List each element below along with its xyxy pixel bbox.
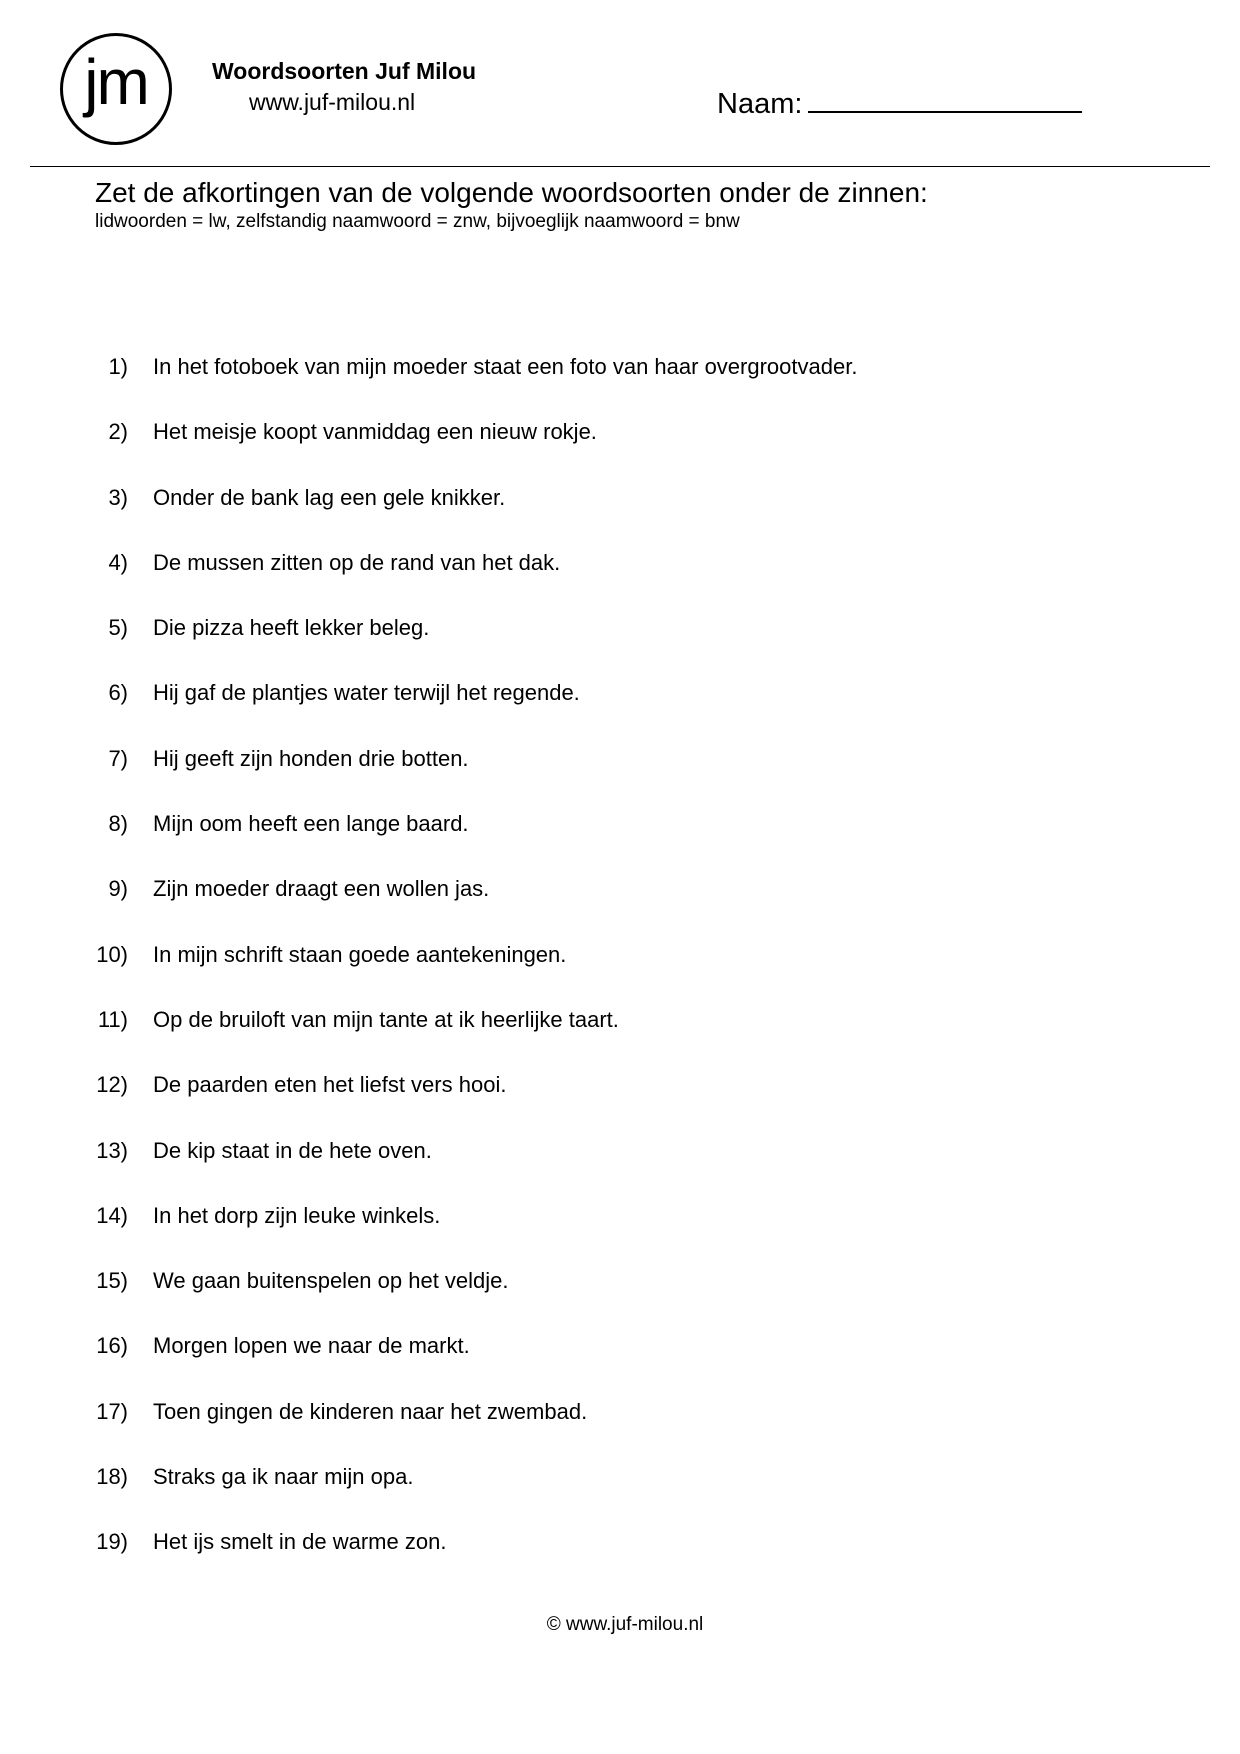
instruction-title: Zet de afkortingen van de volgende woordsoorten onder de zinnen: — [95, 177, 928, 208]
exercise-number: 13) — [96, 1137, 128, 1163]
exercise-sentence: De paarden eten het liefst vers hooi. — [153, 1072, 507, 1098]
footer-copyright: © www.juf-milou.nl — [546, 1614, 704, 1635]
exercise-item — [80, 419, 857, 484]
exercise-sentence: We gaan buitenspelen op het veldje. — [153, 1268, 509, 1294]
exercise-sentence: De kip staat in de hete oven. — [153, 1137, 432, 1163]
exercise-sentence: De mussen zitten op de rand van het dak. — [153, 549, 561, 575]
exercise-item — [80, 1203, 857, 1268]
name-field — [717, 85, 1082, 121]
instruction-legend: lidwoorden = lw, zelfstandig naamwoord = znw, bijvoeglijk naamwoord = bnw — [95, 211, 740, 232]
exercise-number: 14) — [96, 1202, 128, 1228]
exercise-number: 4) — [108, 549, 128, 575]
exercise-sentence: Zijn moeder draagt een wollen jas. — [153, 876, 490, 902]
exercise-number: 12) — [96, 1072, 128, 1098]
exercise-number: 1) — [108, 354, 128, 379]
exercise-number: 17) — [96, 1398, 128, 1424]
exercise-sentence: In het fotoboek van mijn moeder staat een foto van haar overgrootvader. — [153, 354, 858, 379]
exercise-sentence: Het meisje koopt vanmiddag een nieuw rokje. — [153, 419, 597, 445]
exercise-number: 11) — [97, 1006, 128, 1032]
exercise-sentence: Toen gingen de kinderen naar het zwembad. — [153, 1398, 588, 1424]
exercise-item — [80, 485, 857, 550]
exercise-number: 18) — [96, 1464, 128, 1490]
exercise-number: 5) — [108, 615, 128, 641]
exercise-sentence: Morgen lopen we naar de markt. — [153, 1333, 470, 1359]
exercise-list — [80, 354, 857, 1595]
exercise-item — [80, 1007, 857, 1072]
exercise-sentence: Op de bruiloft van mijn tante at ik heerlijke taart. — [153, 1006, 619, 1032]
site-title: Woordsoorten Juf Milou — [212, 58, 477, 84]
exercise-item — [80, 680, 857, 745]
name-write-line — [808, 85, 1082, 113]
exercise-item — [80, 1072, 857, 1137]
exercise-number: 19) — [96, 1529, 128, 1555]
exercise-number: 15) — [96, 1268, 128, 1294]
exercise-item — [80, 1333, 857, 1398]
exercise-number: 16) — [96, 1333, 128, 1359]
exercise-item — [80, 1399, 857, 1464]
exercise-item — [80, 942, 857, 1007]
exercise-item — [80, 615, 857, 680]
exercise-number: 10) — [96, 941, 128, 967]
exercise-item — [80, 1268, 857, 1333]
logo — [60, 33, 172, 145]
exercise-sentence: Mijn oom heeft een lange baard. — [153, 811, 469, 837]
logo-text: jm — [84, 46, 148, 118]
exercise-sentence: Onder de bank lag een gele knikker. — [153, 484, 506, 510]
exercise-item — [80, 876, 857, 941]
exercise-sentence: Hij gaf de plantjes water terwijl het regende. — [153, 680, 580, 706]
exercise-item — [80, 550, 857, 615]
exercise-number: 2) — [108, 419, 128, 445]
exercise-sentence: In mijn schrift staan goede aantekeningen. — [153, 941, 567, 967]
exercise-number: 8) — [108, 811, 128, 837]
exercise-sentence: In het dorp zijn leuke winkels. — [153, 1202, 441, 1228]
exercise-item — [80, 811, 857, 876]
exercise-sentence: Die pizza heeft lekker beleg. — [153, 615, 430, 641]
exercise-number: 7) — [108, 745, 128, 771]
exercise-item — [80, 354, 857, 419]
exercise-item — [80, 1138, 857, 1203]
exercise-item — [80, 1529, 857, 1594]
exercise-number: 9) — [108, 876, 128, 902]
header-divider — [30, 166, 1210, 167]
name-label: Naam: — [717, 88, 803, 120]
exercise-sentence: Het ijs smelt in de warme zon. — [153, 1529, 447, 1555]
exercise-number: 6) — [108, 680, 128, 706]
exercise-number: 3) — [108, 484, 128, 510]
exercise-sentence: Straks ga ik naar mijn opa. — [153, 1464, 414, 1490]
exercise-item — [80, 1464, 857, 1529]
exercise-item — [80, 746, 857, 811]
exercise-sentence: Hij geeft zijn honden drie botten. — [153, 745, 469, 771]
site-url: www.juf-milou.nl — [249, 89, 416, 115]
